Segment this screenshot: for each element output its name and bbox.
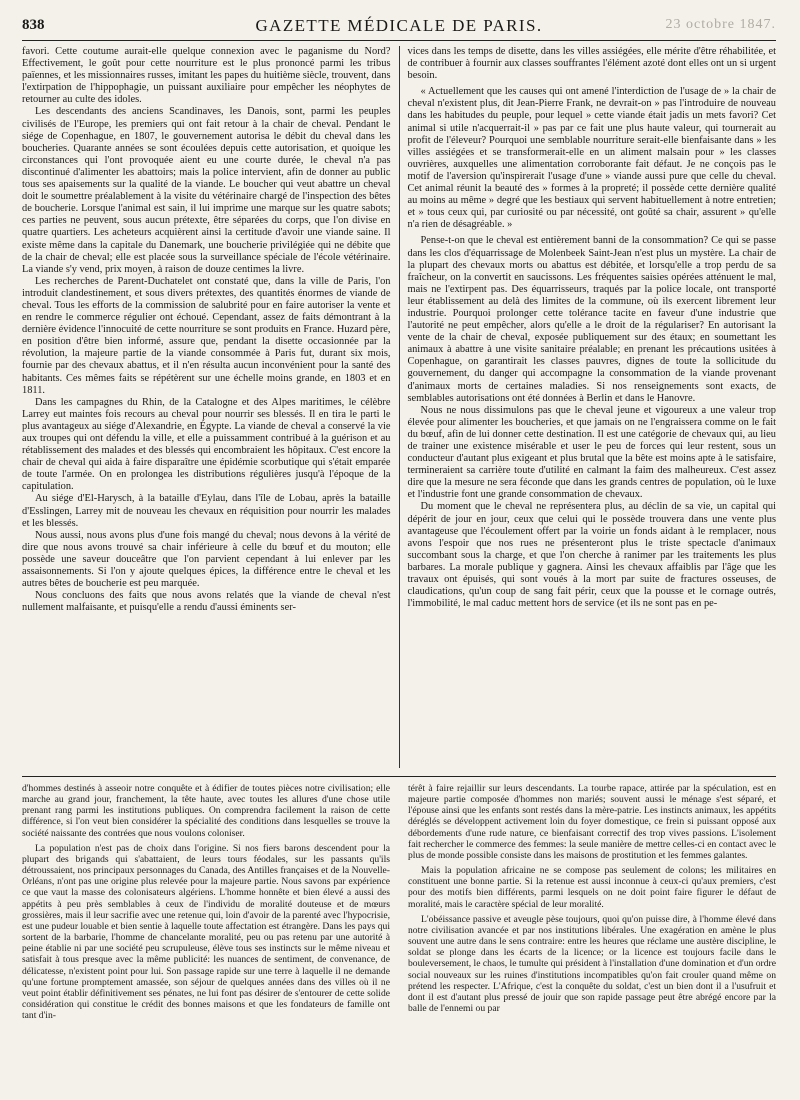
paragraph: d'hommes destinés à asseoir notre conquête et à édifier de toutes pièces notre civilisation; elle marche au grand jour, franchement, la tête haute, avec toutes les allures d'une chose utile prenant rang parmi les institutions publiques. On comprendra facilement la raison de cette différence, si l'on veut bien considérer la spécialité des conditions dans lesquelles se trouve la société naissante des contrées que nous voulons coloniser. [22,783,390,839]
paragraph: vices dans les temps de disette, dans les villes assiégées, elle mérite d'être réhabilitée, et de contribuer à fournir aux classes souffrantes l'élément azoté dont elles ont un si urgent besoin. [407,46,776,82]
lower-right-column [399,783,776,1093]
frank-quotation: « Actuellement que les causes qui ont amené l'interdiction de l'usage de » la chair de cheval n'existent plus, dit Jean-Pierre Frank, ne devrait-on » pas l'introduire de nouveau dans les habitudes du peuple, pour lequel » cette viande était jadis un mets favori? Cet animal si utile n'acquerrait-il » pas par ce fait une plus haute valeur, qui tournerait au profit de l'éleveur? Pourquoi une semblable nourriture serait-elle bienfaisante dans » les villes assiégées et se transformerait-elle en un aliment malsain pour » les classes ouvrières, auxquelles une alimentation corroborante fait défaut. Je ne conçois pas le motif de l'aversion qu'inspirerait l'usage d'une » viande aussi pure que celle du cheval. Cet animal réunit la beauté des » formes à la propreté; il possède cette dernière qualité au moins au même » degré que les bestiaux qui servent habituellement à notre entretien; et » tous ceux qui, par curiosité ou par nécessité, ont goûté sa chair, assurent » qu'elle n'a rien de désagréable. » [407,86,776,231]
upper-right-column [399,46,777,768]
lower-left-column [22,783,399,1093]
paragraph: Les descendants des anciens Scandinaves, les Danois, sont, parmi les peuples civilisés de l'Europe, les premiers qui ont fait retour à la chair de cheval. Pendant le siége de Copenhague, en 1807, le gouvernement autorisa le débit du cheval dans les boucheries. Quarante années se sont écoulées depuis cette autorisation, et quoique les circonstances qui l'ont provoquée aient eu une courte durée, le cheval n'a pas discontinué d'alimenter les abattoirs; mais la police intervient, afin de donner au public tous ses apaisements sur la qualité de la viande. Le boucher qui veut abattre un cheval doit le soumettre préalablement à la visite du vétérinaire chargé de l'inspection des bêtes de boucherie. Lorsque l'animal est sain, il lui imprime une marque sur les quatre sabots; ces parties ne peuvent, sous aucun prétexte, être séparées du corps, que l'on divise en quatre quartiers. Les acheteurs acquièrent ainsi la certitude d'avoir une viande saine. Il existe même dans la capitale du Danemark, une boucherie privilégiée qui ne débite que de la chair de cheval; elle est placée sous la surveillance spéciale de l'école vétérinaire. La viande s'y vend, prix moyen, à raison de douze centimes la livre. [22,106,391,275]
upper-left-column [22,46,399,768]
paragraph: Nous aussi, nous avons plus d'une fois mangé du cheval; nous devons à la vérité de dire que nous avons trouvé sa chair inférieure à celle du bœuf et du mouton; elle possède une saveur douceâtre que l'on parvient cependant à lui enlever par les assaisonnements. Si l'on y ajoute quelques épices, la différence entre le cheval et les autres bêtes de boucherie est peu marquée. [22,529,391,590]
paragraph: favori. Cette coutume aurait-elle quelque connexion avec le paganisme du Nord? Effectivement, le goût pour cette nourriture est le plus prononcé parmi les tribus païennes, et les missionnaires russes, imitant les papes du huitième siècle, trouvent, dans l'extirpation de l'hippophagie, un puissant auxiliaire pour empêcher les néophytes de retourner au culte des idoles. [22,46,391,106]
journal-title: GAZETTE MÉDICALE DE PARIS. [255,16,543,35]
upper-section [22,46,776,768]
paragraph: Les recherches de Parent-Duchatelet ont constaté que, dans la ville de Paris, l'on introduit clandestinement, et sous divers prétextes, des quantités énormes de viande de cheval. Tous les efforts de la commission de salubrité pour en faire autoriser la vente et en rendre le commerce régulier ont échoué. Cependant, assez de faits démontrant à la dernière évidence l'innocuité de cette nourriture se sont produits en France. Huzard père, en position d'être bien informé, assure que, pendant la disette occasionnée par la révolution, la majeure partie de la viande consommée à Paris fut, durant six mois, fournie par des chevaux abattus, et il n'en résulta aucun inconvénient pour la santé des habitants. Ces mêmes faits se répétèrent sur une échelle moins grande, en 1803 et en 1811. [22,275,391,396]
paragraph: Du moment que le cheval ne représentera plus, au déclin de sa vie, un capital qui dépérit de jour en jour, ceux que celui qui le possède trouvera dans une vente plus avantageuse que l'écoulement offert par la voirie un fonds aidant à le remplacer, nous avons l'espoir que nos rues ne présenteront plus le triste spectacle d'animaux succombant sous la charge, et que l'on cherche à ranimer par les traitements les plus barbares. La morale publique y gagnera. Ainsi les chevaux affaiblis par l'âge que les travaux ont épuisés, qui sont voués à la mort par suite de fractures osseuses, de claudications, qu'un coup de sang fait périr, ceux que la pousse et le cornage outrés, l'immobilité, le mal caduc mettent hors de service (et ils ne sont pas en pe- [407,501,776,610]
paragraph: térêt à faire rejaillir sur leurs descendants. La tourbe rapace, attirée par la spéculation, est en majeure partie composée d'hommes non mariés; souvent aussi le ménage s'est séparé, et l'épouse ainsi que les enfants sont restés dans la mère-patrie. Les instincts animaux, les appétits déréglés se développent activement loin du foyer domestique, ce frein si puissant opposé aux débordements d'une rude nature, ce bienfaisant correctif des trop vives passions. L'isolement fait rechercher le commerce des femmes: la seule manière de mettre celles-ci en contact avec le plus de monde possible consiste dans les maisons de prostitution et les femmes galantes. [408,783,776,861]
paragraph: La population n'est pas de choix dans l'origine. Si nos fiers barons descendent pour la plupart des brigands qui s'abattaient, de leurs tours féodales, sur les passants qu'ils détroussaient, nos principaux personnages du Canada, des Antilles françaises et de la Nouvelle-Orléans, n'ont pas une origine plus relevée pour la majeure partie. Nous savons par expérience ce que vaut la masse des colonisateurs algériens. L'homme honnête et bien élevé a aussi des appétits à peu près semblables à ceux de l'individu de moralité douteuse et de mœurs grossières, mais il leur sacrifie avec une retenue qui, loin d'avoir de la parenté avec l'hypocrisie, est une pudeur louable et bien sentie à laquelle toute affectation est étrangère. Dans les pays qui sortent de la barbarie, l'homme de chancelante moralité, peu ou pas retenu par une autorité à peine établie ni par une société peu scrupuleuse, élève tous ses instincts sur le même niveau et satisfait à tous presque avec la même publicité: les nuances de sentiment, de convenance, de délicatesse, n'existent point pour lui. Son passage rapide sur une terre à laquelle il ne demande qu'une fortune promptement amassée, son séjour de quelques années dans des villes où il ne veut point établir définitivement ses pénates, ne lui font pas désirer de s'entourer de cette solide considération qui constitue le crédit des bonnes maisons et que les fondateurs de famille ont tant d'in- [22,842,390,1022]
paragraph: L'obéissance passive et aveugle pèse toujours, quoi qu'on puisse dire, à l'homme élevé dans notre civilisation avancée et par nos institutions libérales. Une exagération en amène le plus souvent une autre dans le sens contraire: entre les heures que réclame une austère discipline, le soldat se plonge dans les écarts de la licence; or la licence est toujours facile dans le bouleversement, le chaos, le tumulte qui président à l'installation d'une domination et d'un ordre social nouveaux sur les ruines d'institutions incompatibles qu'on fait crouler quand même on prétend les respecter. L'Afrique, c'est la conquête du soldat, c'est un bien dont il a l'usufruit et dont il est d'autant plus pressé de jouir que son rapide passage peut être abrégé encore par la balle de l'ennemi ou par [408,913,776,1014]
paragraph: Dans les campagnes du Rhin, de la Catalogne et des Alpes maritimes, le célèbre Larrey eut maintes fois recours au cheval pour nourrir ses blessés. Il en tira le parti le plus avantageux au siége d'Alexandrie, en Égypte. La viande de cheval a conservé la vie aux troupes qui ont défendu la ville, et elle a puissamment contribué à la guérison et au rétablissement des malades et des blessés qui encombraient les hôpitaux. C'est encore la chair de cheval qui aida à faire disparaître une épidémie scorbutique qui s'était emparée de toute l'armée. On en prolongea les distributions régulières jusqu'à l'époque de la capitulation. [22,396,391,493]
paragraph: Nous concluons des faits que nous avons relatés que la viande de cheval n'est nullement malfaisante, et puisqu'elle a rendu d'aussi éminents ser- [22,590,391,614]
page-header [22,14,776,41]
paragraph: Pense-t-on que le cheval est entièrement banni de la consommation? Ce qui se passe dans les clos d'équarrissage de Molenbeek Saint-Jean n'est plus un mystère. La chair de la plupart des chevaux morts ou abattus est débitée, et lorsqu'elle a trop perdu de sa fraîcheur, on la convertit en saucissons. Les fréquentes saisies opérées atténuent le mal, mais ne l'extirpent pas. Des équarrisseurs, traqués par la police locale, ont transporté leur établissement au delà des limites de la commune, où ils exercent librement leur industrie. Pourquoi prolonger cette tolérance tacite en faveur d'une industrie que l'autorité ne peut empêcher, alors qu'elle a le droit de la régulariser? En autorisant la vente de la chair de cheval, exposée publiquement sur des étaux; en soumettant les animaux à abattre à une visite sanitaire préalable; en prenant les précautions usitées à Copenhague, on garantirait les classes pauvres, dignes de toute la sollicitude du gouvernement, du danger qui accompagne la consommation de la viande provenant d'animaux morts de certaines maladies. Si nos renseignements sont exacts, de semblables autorisations ont été données à Berlin et dans le Hanovre. [407,235,776,404]
section-divider [22,776,776,777]
lower-section [22,783,776,1093]
paragraph: Mais la population africaine ne se compose pas seulement de colons; les militaires en constituent une bonne partie. Si la retenue est aussi inconnue à ceux-ci qu'aux premiers, c'est pour des motifs bien différents, parmi lesquels on ne doit point faire figurer le défaut de moralité, mais le caractère spécial de leur moralité. [408,865,776,910]
issue-date: 23 octobre 1847. [665,17,776,32]
paragraph: Au siége d'El-Harysch, à la bataille d'Eylau, dans l'île de Lobau, après la bataille d'Esslingen, Larrey mit de nouveau les chevaux en réquisition pour nourrir les malades et les blessés. [22,493,391,529]
page-number: 838 [22,17,45,33]
paragraph: Nous ne nous dissimulons pas que le cheval jeune et vigoureux a une valeur trop élevée pour alimenter les boucheries, et que jamais on ne l'engraissera comme on le fait du bœuf, afin de lui donner cette destination. Il est une catégorie de chevaux qui, au lieu de trainer une existence misérable et user le peu de forces qui leur restent, sous un conducteur d'autant plus exigeant et plus brutal que la bête est moins apte à le satisfaire, termineraient sa carrière toute d'utilité en calmant la faim des malheureux. C'est assez dire que la mesure ne sera féconde que dans les grands centres de population, où le luxe et l'industrie font une grande consommation de chevaux. [407,404,776,501]
